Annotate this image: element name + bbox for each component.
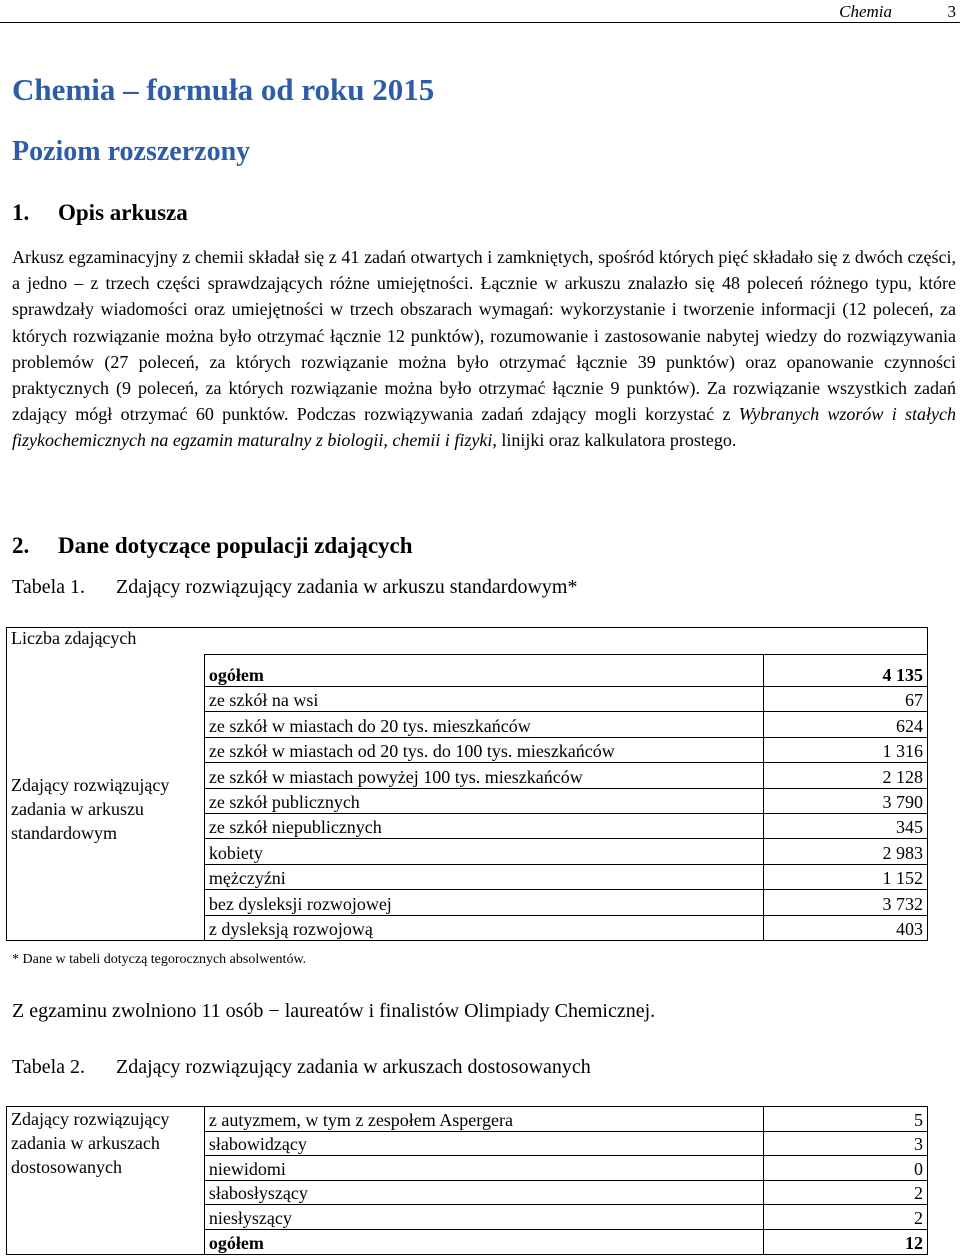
table-1-caption-text: Zdający rozwiązujący zadania w arkuszu standardowym* <box>116 576 578 598</box>
row-value: 2 <box>764 1205 928 1230</box>
section-1-heading <box>12 200 188 226</box>
row-label: niewidomi <box>204 1156 763 1181</box>
table-row <box>7 655 928 687</box>
row-label: z dysleksją rozwojową <box>204 915 763 940</box>
page-number: 3 <box>947 2 956 21</box>
group-label: Zdający rozwiązujący zadania w arkuszach dostosowanych <box>7 1107 205 1255</box>
section-1-paragraph <box>12 244 956 454</box>
row-label: kobiety <box>204 839 763 864</box>
row-label: słabowidzący <box>204 1131 763 1156</box>
group-label: Zdający rozwiązujący zadania w arkuszu standardowym <box>7 655 205 941</box>
row-value: 3 732 <box>764 890 928 915</box>
row-label: mężczyźni <box>204 864 763 889</box>
section-1-title: Opis arkusza <box>58 200 188 225</box>
row-value: 2 983 <box>764 839 928 864</box>
section-1-number: 1. <box>12 200 30 225</box>
row-value: 5 <box>764 1107 928 1132</box>
table-1-footnote: * Dane w tabeli dotyczą tegorocznych absolwentów. <box>12 952 307 967</box>
row-value: 3 790 <box>764 788 928 813</box>
row-label: ze szkół w miastach powyżej 100 tys. mieszkańców <box>204 763 763 788</box>
row-label: bez dysleksji rozwojowej <box>204 890 763 915</box>
paragraph-end: , linijki oraz kalkulatora prostego. <box>492 430 737 451</box>
row-value: 345 <box>764 813 928 838</box>
row-value: 624 <box>764 712 928 737</box>
exempt-line: Z egzaminu zwolniono 11 osób − laureatów i finalistów Olimpiady Chemicznej. <box>12 1000 656 1022</box>
row-value: 67 <box>764 687 928 712</box>
row-label: ze szkół publicznych <box>204 788 763 813</box>
row-label: ze szkół niepublicznych <box>204 813 763 838</box>
row-label: ze szkół w miastach do 20 tys. mieszkańców <box>204 712 763 737</box>
row-label: ze szkół w miastach od 20 tys. do 100 tys. mieszkańców <box>204 737 763 762</box>
table-1-caption-number: Tabela 1. <box>12 576 86 598</box>
row-value: 403 <box>764 915 928 940</box>
row-label: ogółem <box>204 655 763 687</box>
table-1-header: Liczba zdających <box>7 628 928 655</box>
row-value: 3 <box>764 1131 928 1156</box>
paragraph-italic-ref: Wybranych wzorów i stałych fizykochemicznych na egzamin maturalny z biologii, chemii i fizyki <box>12 404 956 451</box>
table-row <box>7 1107 928 1132</box>
row-value: 1 316 <box>764 737 928 762</box>
document-subtitle: Poziom rozszerzony <box>12 136 251 167</box>
row-label: słabosłyszący <box>204 1180 763 1205</box>
row-label: ogółem <box>204 1229 763 1254</box>
row-label: z autyzmem, w tym z zespołem Aspergera <box>204 1107 763 1132</box>
row-value: 4 135 <box>764 655 928 687</box>
row-label: niesłyszący <box>204 1205 763 1230</box>
row-value: 2 <box>764 1180 928 1205</box>
paragraph-text: Arkusz egzaminacyjny z chemii składał się z 41 zadań otwartych i zamkniętych, spośród których pięć składało się z dwóch części, a jedno – z trzech części sprawdzających różne umiejętności. Łącznie w arkuszu znalazło się 48 poleceń różnego typu, które sprawdzały wiadomości oraz umiejętności w trzech obszarach wymagań: wykorzystanie i tworzenie informacji (12 poleceń, za których rozwiązanie można było otrzymać łącznie 12 punktów), rozumowanie i zastosowanie nabytej wiedzy do rozwiązywania problemów (27 poleceń, za których rozwiązanie można było otrzymać łącznie 39 punktów) oraz opanowanie czynności praktycznych (9 poleceń, za których rozwiązanie można było otrzymać łącznie 9 punktów). Za rozwiązanie wszystkich zadań zdający mógł otrzymać 60 punktów. Podczas rozwiązywania zadań zdający mogli korzystać z <box>12 247 956 425</box>
page-header <box>0 0 960 23</box>
table-2 <box>6 1106 928 1255</box>
row-value: 0 <box>764 1156 928 1181</box>
table-2-caption <box>12 1056 591 1079</box>
table-1-caption <box>12 576 577 599</box>
table-1 <box>6 627 928 941</box>
table-1-header-row <box>7 628 928 655</box>
section-2-title: Dane dotyczące populacji zdających <box>58 533 413 558</box>
row-value: 2 128 <box>764 763 928 788</box>
row-value: 12 <box>764 1229 928 1254</box>
document-title: Chemia – formuła od roku 2015 <box>12 72 435 107</box>
section-2-heading <box>12 533 413 559</box>
table-2-caption-text: Zdający rozwiązujący zadania w arkuszach dostosowanych <box>116 1056 591 1078</box>
table-2-caption-number: Tabela 2. <box>12 1056 86 1078</box>
row-value: 1 152 <box>764 864 928 889</box>
section-2-number: 2. <box>12 533 30 558</box>
row-label: ze szkół na wsi <box>204 687 763 712</box>
header-subject: Chemia <box>839 2 892 21</box>
